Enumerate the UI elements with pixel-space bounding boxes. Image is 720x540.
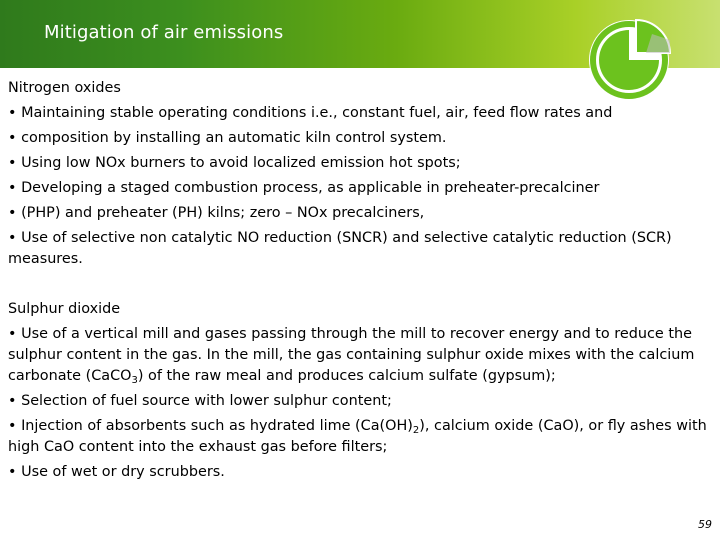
subscript-3: 3 [131, 375, 138, 386]
page-number: 59 [698, 518, 712, 531]
subscript-2: 2 [412, 425, 420, 436]
section-gap [8, 272, 714, 297]
nitrogen-bullet-5: • (PHP) and preheater (PH) kilns; zero – NOx precalciners, [8, 205, 425, 221]
sulphur-bullet-1 [8, 324, 714, 387]
nitrogen-bullet-3: • Using low NOx burners to avoid localized emission hot spots; [8, 155, 461, 171]
sulphur-bullet-1-tail: ) of the raw meal and produces calcium sulfate (gypsum); [137, 368, 556, 384]
sulphur-bullet-3 [8, 416, 714, 458]
sulphur-bullet-4: • Use of wet or dry scrubbers. [8, 464, 225, 480]
sulphur-bullet-1-text: • Use of a vertical mill and gases passing through the mill to recover energy and to reduce the sulphur content in the gas. In the mill, the gas containing sulphur oxide mixes with the calcium carbonate (CaCO [8, 326, 695, 384]
nitrogen-bullet-4: • Developing a staged combustion process, as applicable in preheater-precalciner [8, 180, 600, 196]
nitrogen-bullet-2: • composition by installing an automatic kiln control system. [8, 130, 447, 146]
sulphur-bullet-3-text: • Injection of absorbents such as hydrated lime (Ca(OH) [8, 418, 413, 434]
slide-title: Mitigation of air emissions [44, 22, 284, 43]
nitrogen-bullet-6: • Use of selective non catalytic NO reduction (SNCR) and selective catalytic reduction (SCR) measures. [8, 230, 672, 267]
sulphur-bullet-3-tail: ), calcium oxide (CaO), or fly ashes with high CaO content into the exhaust gas before filters; [8, 418, 707, 455]
nitrogen-bullet-1: • Maintaining stable operating conditions i.e., constant fuel, air, feed flow rates and [8, 105, 613, 121]
sulphur-bullet-2: • Selection of fuel source with lower sulphur content; [8, 393, 392, 409]
sulphur-heading: Sulphur dioxide [8, 301, 121, 317]
slide-body [8, 76, 714, 485]
nitrogen-heading: Nitrogen oxides [8, 80, 121, 96]
